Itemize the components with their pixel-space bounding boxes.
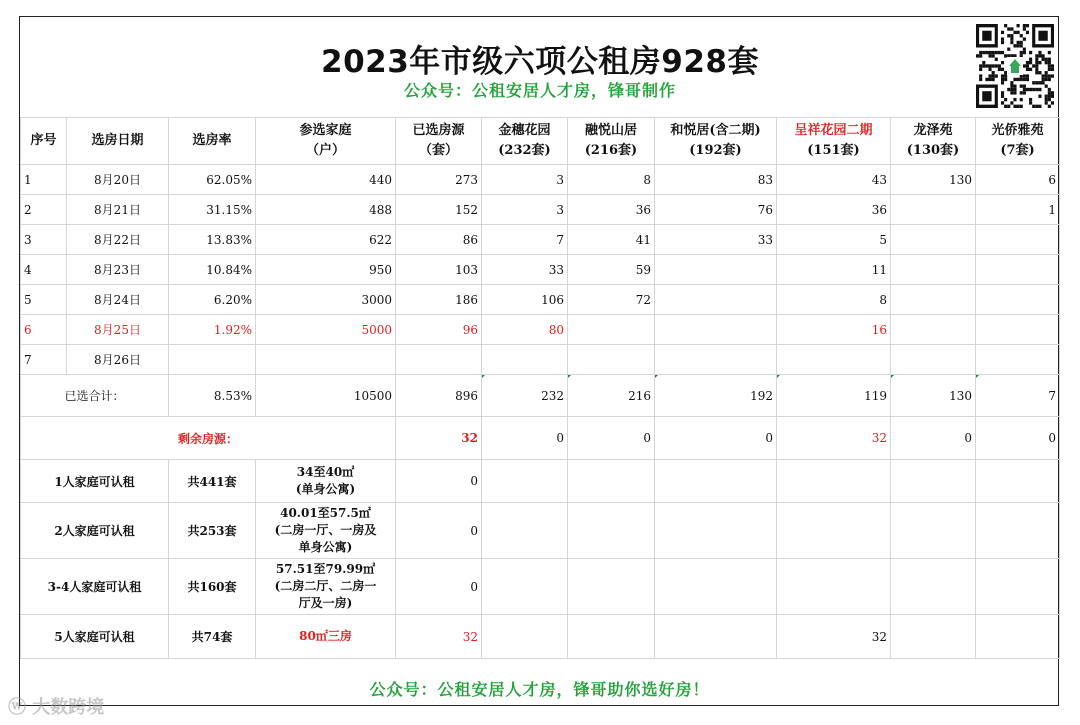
table-row <box>21 315 1060 345</box>
category-area <box>256 503 396 559</box>
total-row <box>21 375 1060 417</box>
table-cell: 16 <box>777 315 891 345</box>
table-cell: 1 <box>976 195 1060 225</box>
table-cell: 86 <box>396 225 482 255</box>
header-guangqiao: 光侨雅苑 (7套) <box>976 118 1060 165</box>
table-cell <box>655 460 777 503</box>
table-cell <box>976 255 1060 285</box>
table-cell <box>891 225 976 255</box>
table-cell: 33 <box>655 225 777 255</box>
area-line: (单身公寓) <box>295 482 356 496</box>
table-cell <box>482 559 568 615</box>
table-cell <box>396 345 482 375</box>
table-cell: 8月24日 <box>67 285 169 315</box>
table-cell <box>976 460 1060 503</box>
table-cell: 96 <box>396 315 482 345</box>
row-index: 4 <box>21 255 67 285</box>
table-cell <box>655 345 777 375</box>
table-cell <box>568 460 655 503</box>
table-cell: 106 <box>482 285 568 315</box>
area-line: 57.51至79.99㎡ <box>275 562 376 576</box>
header-rongyue: 融悦山居 (216套) <box>568 118 655 165</box>
total-value: 7 <box>976 375 1060 417</box>
remaining-value: 0 <box>655 417 777 460</box>
qr-code-icon <box>976 24 1054 108</box>
table-cell: 43 <box>777 165 891 195</box>
row-index: 6 <box>21 315 67 345</box>
table-cell: 8月26日 <box>67 345 169 375</box>
area-line: 80㎡三房 <box>299 629 352 643</box>
table-row <box>21 165 1060 195</box>
table-cell: 3 <box>482 165 568 195</box>
category-count: 共253套 <box>169 503 256 559</box>
table-cell: 33 <box>482 255 568 285</box>
table-cell: 5 <box>777 225 891 255</box>
category-area <box>256 559 396 615</box>
table-cell: 6 <box>976 165 1060 195</box>
table-cell <box>482 503 568 559</box>
watermark: ⓦ 大数跨境 <box>8 697 105 718</box>
table-cell: 8月22日 <box>67 225 169 255</box>
table-cell: 8月20日 <box>67 165 169 195</box>
category-remaining: 0 <box>396 460 482 503</box>
total-label: 已选合计： <box>21 375 169 417</box>
total-value: 216 <box>568 375 655 417</box>
table-cell: 3 <box>482 195 568 225</box>
table-cell: 7 <box>482 225 568 255</box>
table-row <box>21 345 1060 375</box>
table-cell <box>568 559 655 615</box>
table-cell <box>976 345 1060 375</box>
total-value: 192 <box>655 375 777 417</box>
table-cell <box>655 559 777 615</box>
table-cell: 3000 <box>256 285 396 315</box>
table-cell: 36 <box>777 195 891 225</box>
category-remaining: 32 <box>396 615 482 659</box>
table-cell: 186 <box>396 285 482 315</box>
remaining-total: 32 <box>396 417 482 460</box>
category-label: 5人家庭可认租 <box>21 615 169 659</box>
header-date: 选房日期 <box>67 118 169 165</box>
table-cell <box>891 615 976 659</box>
table-cell <box>976 503 1060 559</box>
table-cell: 10.84% <box>169 255 256 285</box>
table-cell <box>655 285 777 315</box>
table-cell: 5000 <box>256 315 396 345</box>
comment-marker-icon <box>568 375 573 380</box>
remaining-row <box>21 417 1060 460</box>
category-row <box>21 503 1060 559</box>
table-cell: 622 <box>256 225 396 255</box>
category-area <box>256 460 396 503</box>
remaining-value: 0 <box>976 417 1060 460</box>
table-cell: 1.92% <box>169 315 256 345</box>
footer-text: 公众号：公租安居人才房，锋哥助你选好房！ <box>369 680 710 699</box>
category-area <box>256 615 396 659</box>
table-cell <box>655 255 777 285</box>
table-cell <box>777 460 891 503</box>
table-cell: 41 <box>568 225 655 255</box>
category-count: 共160套 <box>169 559 256 615</box>
remaining-value: 0 <box>482 417 568 460</box>
table-cell <box>891 255 976 285</box>
table-cell <box>655 503 777 559</box>
category-row <box>21 559 1060 615</box>
table-cell: 59 <box>568 255 655 285</box>
table-cell <box>655 615 777 659</box>
remaining-value: 0 <box>568 417 655 460</box>
table-cell: 103 <box>396 255 482 285</box>
table-row <box>21 285 1060 315</box>
category-count: 共74套 <box>169 615 256 659</box>
table-cell <box>777 503 891 559</box>
table-cell: 31.15% <box>169 195 256 225</box>
remaining-value: 32 <box>777 417 891 460</box>
table-row <box>21 225 1060 255</box>
table-cell <box>169 345 256 375</box>
category-row <box>21 460 1060 503</box>
table-row <box>21 255 1060 285</box>
total-rate: 8.53% <box>169 375 256 417</box>
table-cell <box>482 345 568 375</box>
table-cell <box>976 615 1060 659</box>
table-cell: 440 <box>256 165 396 195</box>
table-cell <box>568 345 655 375</box>
category-remaining: 0 <box>396 503 482 559</box>
category-label: 1人家庭可认租 <box>21 460 169 503</box>
table-cell: 83 <box>655 165 777 195</box>
comment-marker-icon <box>891 375 896 380</box>
table-cell <box>777 559 891 615</box>
header-heyue: 和悦居(含二期) (192套) <box>655 118 777 165</box>
table-cell <box>891 285 976 315</box>
total-value: 119 <box>777 375 891 417</box>
header-longze: 龙泽苑 (130套) <box>891 118 976 165</box>
table-cell: 8月21日 <box>67 195 169 225</box>
area-line: (二房一厅、一房及 <box>274 523 377 537</box>
total-value: 232 <box>482 375 568 417</box>
table-cell: 950 <box>256 255 396 285</box>
header-chengxiang: 呈祥花园二期 (151套) <box>777 118 891 165</box>
table-cell <box>568 315 655 345</box>
table-cell: 36 <box>568 195 655 225</box>
page-subtitle: 公众号：公租安居人才房，锋哥制作 <box>403 81 676 100</box>
row-index: 1 <box>21 165 67 195</box>
header-jinsui: 金穗花园 (232套) <box>482 118 568 165</box>
table-cell <box>655 315 777 345</box>
table-cell <box>568 615 655 659</box>
category-row <box>21 615 1060 659</box>
area-line: 单身公寓) <box>298 540 353 554</box>
table-cell <box>891 315 976 345</box>
row-index: 2 <box>21 195 67 225</box>
table-cell <box>891 559 976 615</box>
table-cell <box>482 615 568 659</box>
table-cell: 130 <box>891 165 976 195</box>
table-cell: 152 <box>396 195 482 225</box>
table-header-row <box>21 118 1060 165</box>
row-index: 3 <box>21 225 67 255</box>
header-selected: 已选房源 （套） <box>396 118 482 165</box>
area-line: (二房二厅、二房一 <box>274 579 377 593</box>
table-cell: 8月23日 <box>67 255 169 285</box>
category-label: 2人家庭可认租 <box>21 503 169 559</box>
table-cell: 72 <box>568 285 655 315</box>
table-cell: 8 <box>568 165 655 195</box>
table-cell <box>256 345 396 375</box>
table-cell <box>482 460 568 503</box>
area-line: 34至40㎡ <box>296 465 355 479</box>
comment-marker-icon <box>655 375 660 380</box>
category-remaining: 0 <box>396 559 482 615</box>
table-cell <box>891 460 976 503</box>
row-index: 5 <box>21 285 67 315</box>
total-families: 10500 <box>256 375 396 417</box>
table-cell <box>976 285 1060 315</box>
row-index: 7 <box>21 345 67 375</box>
table-cell: 8月25日 <box>67 315 169 345</box>
housing-table <box>20 117 1060 659</box>
table-cell: 273 <box>396 165 482 195</box>
table-cell: 13.83% <box>169 225 256 255</box>
remaining-label: 剩余房源： <box>21 417 396 460</box>
table-cell <box>891 195 976 225</box>
header-families: 参选家庭 （户） <box>256 118 396 165</box>
table-cell: 32 <box>777 615 891 659</box>
total-selected: 896 <box>396 375 482 417</box>
table-cell <box>976 315 1060 345</box>
table-row <box>21 195 1060 225</box>
remaining-value: 0 <box>891 417 976 460</box>
table-cell: 8 <box>777 285 891 315</box>
table-cell: 11 <box>777 255 891 285</box>
area-line: 40.01至57.5㎡ <box>280 506 371 520</box>
total-value: 130 <box>891 375 976 417</box>
area-line: 厅及一房) <box>298 596 353 610</box>
table-cell <box>777 345 891 375</box>
table-cell: 62.05% <box>169 165 256 195</box>
table-cell: 76 <box>655 195 777 225</box>
table-cell <box>891 503 976 559</box>
comment-marker-icon <box>482 375 487 380</box>
category-count: 共441套 <box>169 460 256 503</box>
comment-marker-icon <box>777 375 782 380</box>
table-cell <box>891 345 976 375</box>
category-label: 3-4人家庭可认租 <box>21 559 169 615</box>
table-cell: 6.20% <box>169 285 256 315</box>
table-cell: 80 <box>482 315 568 345</box>
table-cell <box>568 503 655 559</box>
comment-marker-icon <box>976 375 981 380</box>
header-rate: 选房率 <box>169 118 256 165</box>
table-cell <box>976 225 1060 255</box>
header-no: 序号 <box>21 118 67 165</box>
page-title: 2023年市级六项公租房928套 <box>321 44 759 80</box>
table-cell: 488 <box>256 195 396 225</box>
table-cell <box>976 559 1060 615</box>
